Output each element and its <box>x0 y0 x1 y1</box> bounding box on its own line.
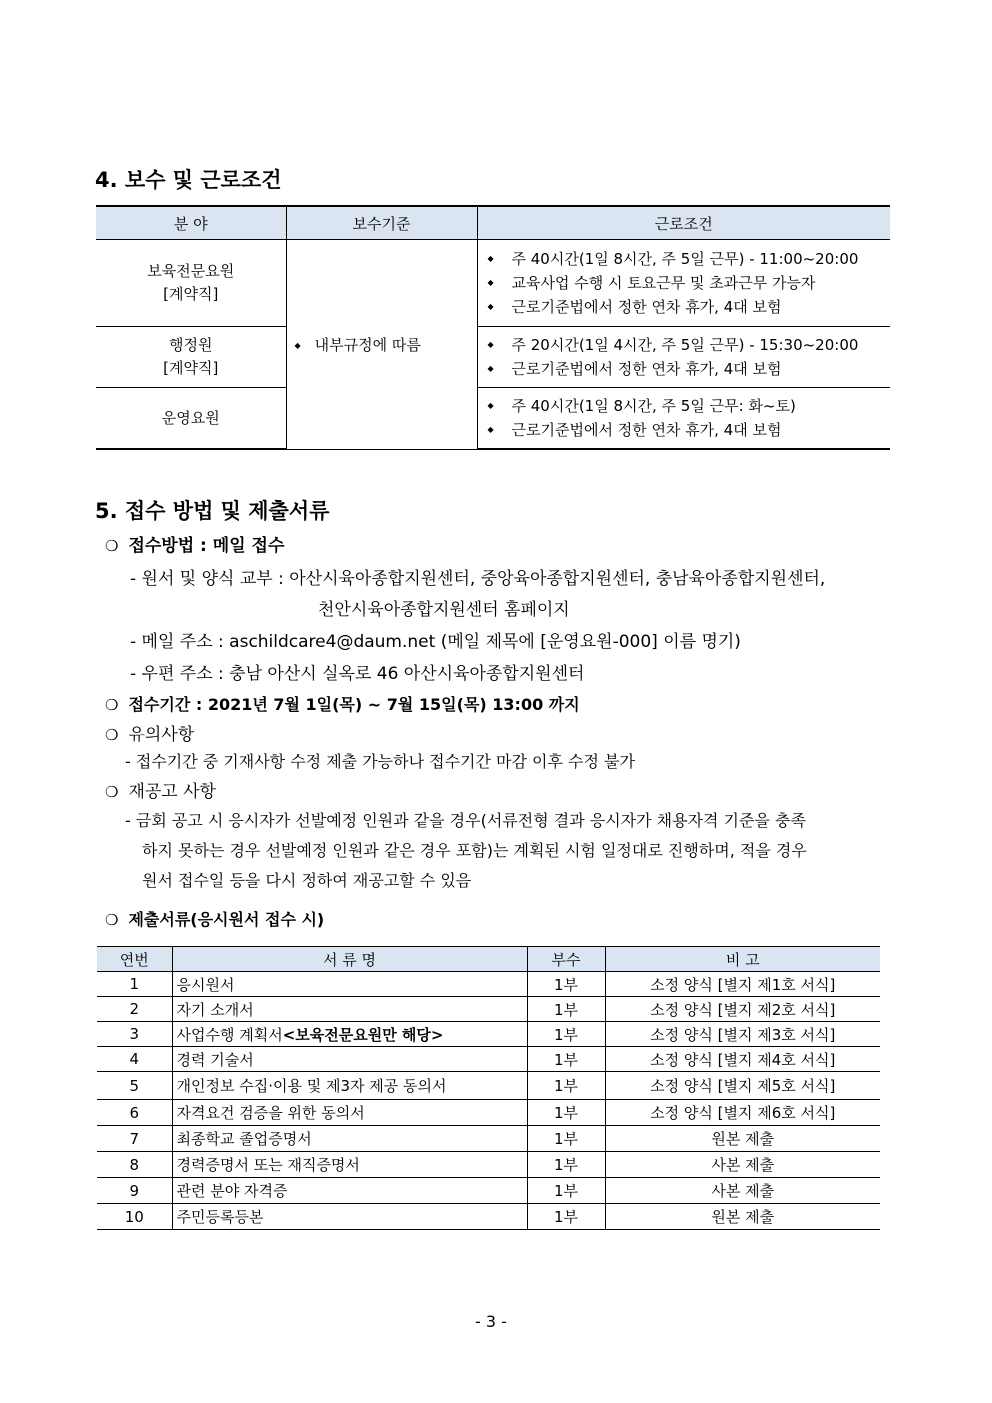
conditions-cell <box>477 388 890 450</box>
salary-text: 내부규정에 따름 <box>314 335 421 354</box>
table-row <box>97 1072 880 1100</box>
diamond-bullet-icon: ◆ <box>294 340 301 350</box>
field-cell <box>96 388 286 450</box>
table-row <box>97 1152 880 1178</box>
doc-name-text: 경력 기술서 <box>176 1050 254 1069</box>
doc-no: 8 <box>97 1152 172 1178</box>
doc-note: 소정 양식 [별지 제6호 서식] <box>605 1100 880 1126</box>
field-name: 보육전문요원 <box>147 262 235 280</box>
condition-item: ◆ 주 40시간(1일 8시간, 주 5일 근무: 화~토) <box>488 394 891 418</box>
doc-no: 9 <box>97 1178 172 1204</box>
doc-name-text: 자격요건 검증을 위한 동의서 <box>176 1104 365 1122</box>
table-row <box>96 388 890 450</box>
doc-count: 1부 <box>527 1022 605 1047</box>
header-salary: 보수기준 <box>286 206 477 240</box>
circle-bullet-icon: ❍ <box>105 696 119 714</box>
doc-name-text: 주민등록등본 <box>176 1208 264 1226</box>
table-row <box>97 1204 880 1230</box>
doc-no: 3 <box>97 1022 172 1047</box>
circle-bullet-icon: ❍ <box>105 537 119 555</box>
notice-text: - 접수기간 중 기재사항 수정 제출 가능하나 접수기간 마감 이후 수정 불가 <box>125 752 635 771</box>
doc-name-note: <보육전문요원만 해당> <box>282 1025 444 1044</box>
form-distribution-cont: 천안시육아종합지원센터 홈페이지 <box>318 600 570 620</box>
doc-name-text: 개인정보 수집·이용 및 제3자 제공 동의서 <box>176 1077 447 1095</box>
doc-name-text: 응시원서 <box>176 975 235 994</box>
circle-bullet-icon: ❍ <box>105 783 119 801</box>
repost-title: 재공고 사항 <box>128 782 216 802</box>
field-type: [계약직] <box>163 359 219 377</box>
condition-item: ◆ 근로기준법에서 정한 연차 휴가, 4대 보험 <box>488 295 891 319</box>
repost-line <box>105 777 216 802</box>
doc-name <box>172 1126 527 1152</box>
doc-name <box>172 972 527 997</box>
field-type: [계약직] <box>163 285 219 303</box>
table-row <box>97 972 880 997</box>
email-address: - 메일 주소 : aschildcare4@daum.net (메일 제목에 [운영요원-000] 이름 명기) <box>130 632 741 652</box>
condition-item: ◆ 교육사업 수행 시 토요근무 및 초과근무 가능자 <box>488 271 891 295</box>
doc-count: 1부 <box>527 997 605 1022</box>
doc-no: 7 <box>97 1126 172 1152</box>
repost-text-1: - 금회 공고 시 응시자가 선발예정 인원과 같을 경우(서류전형 결과 응시자가 채용자격 기준을 충족 <box>125 811 806 830</box>
doc-note: 소정 양식 [별지 제4호 서식] <box>605 1047 880 1072</box>
header-name: 서 류 명 <box>172 947 527 972</box>
doc-name-text: 사업수행 계획서 <box>176 1025 283 1044</box>
table-row <box>97 1022 880 1047</box>
doc-name <box>172 1178 527 1204</box>
doc-name <box>172 1072 527 1100</box>
field-cell <box>96 240 286 327</box>
doc-no: 1 <box>97 972 172 997</box>
doc-note: 소정 양식 [별지 제1호 서식] <box>605 972 880 997</box>
conditions-cell <box>477 240 890 327</box>
form-distribution: - 원서 및 양식 교부 : 아산시육아종합지원센터, 중앙육아종합지원센터, 충남육아종합지원센터, <box>130 569 826 589</box>
doc-note: 소정 양식 [별지 제3호 서식] <box>605 1022 880 1047</box>
table-row <box>97 1100 880 1126</box>
doc-no: 10 <box>97 1204 172 1230</box>
doc-name <box>172 1022 527 1047</box>
doc-no: 2 <box>97 997 172 1022</box>
documents-body <box>97 972 880 1230</box>
header-conditions: 근로조건 <box>477 206 890 240</box>
doc-count: 1부 <box>527 1072 605 1100</box>
conditions-cell <box>477 327 890 388</box>
header-note: 비 고 <box>605 947 880 972</box>
method-title: 접수방법 : 메일 접수 <box>128 536 285 556</box>
doc-name <box>172 997 527 1022</box>
doc-name <box>172 1152 527 1178</box>
doc-note: 원본 제출 <box>605 1126 880 1152</box>
header-count: 부수 <box>527 947 605 972</box>
table-header-row <box>96 206 890 240</box>
table-row <box>97 1178 880 1204</box>
section-5-title: 5. 접수 방법 및 제출서류 <box>95 499 330 523</box>
doc-count: 1부 <box>527 1152 605 1178</box>
circle-bullet-icon: ❍ <box>105 911 119 929</box>
documents-table <box>97 946 880 1230</box>
repost-text-3: 원서 접수일 등을 다시 정하여 재공고할 수 있음 <box>142 871 472 890</box>
table-header-row <box>97 947 880 972</box>
table-row <box>97 997 880 1022</box>
method-line <box>105 531 284 556</box>
doc-note: 사본 제출 <box>605 1152 880 1178</box>
table-row <box>97 1047 880 1072</box>
doc-name-text: 최종학교 졸업증명서 <box>176 1130 312 1148</box>
condition-item: ◆ 주 40시간(1일 8시간, 주 5일 근무) - 11:00~20:00 <box>488 247 891 271</box>
doc-note: 사본 제출 <box>605 1178 880 1204</box>
doc-note: 소정 양식 [별지 제5호 서식] <box>605 1072 880 1100</box>
notice-line <box>105 720 194 745</box>
field-name: 운영요원 <box>161 408 220 427</box>
table-row <box>96 240 890 327</box>
doc-name <box>172 1047 527 1072</box>
doc-name <box>172 1204 527 1230</box>
doc-no: 4 <box>97 1047 172 1072</box>
salary-conditions-table <box>96 205 890 450</box>
doc-no: 5 <box>97 1072 172 1100</box>
table-row <box>97 1126 880 1152</box>
post-address: - 우편 주소 : 충남 아산시 실옥로 46 아산시육아종합지원센터 <box>130 664 585 684</box>
doc-count: 1부 <box>527 1126 605 1152</box>
doc-name-text: 관련 분야 자격증 <box>176 1182 288 1200</box>
doc-no: 6 <box>97 1100 172 1126</box>
table-row <box>96 327 890 388</box>
doc-name <box>172 1100 527 1126</box>
doc-count: 1부 <box>527 1047 605 1072</box>
doc-note: 원본 제출 <box>605 1204 880 1230</box>
circle-bullet-icon: ❍ <box>105 726 119 744</box>
period-line <box>105 692 580 715</box>
doc-note: 소정 양식 [별지 제2호 서식] <box>605 997 880 1022</box>
docs-line <box>105 907 324 930</box>
doc-name-text: 자기 소개서 <box>176 1000 254 1019</box>
page-number: - 3 - <box>475 1312 507 1331</box>
repost-text-2: 하지 못하는 경우 선발예정 인원과 같은 경우 포함)는 계획된 시험 일정대로 진행하며, 적을 경우 <box>142 841 807 860</box>
header-no: 연번 <box>97 947 172 972</box>
period-text: 접수기간 : 2021년 7월 1일(목) ~ 7월 15일(목) 13:00 까지 <box>128 695 580 714</box>
notice-title: 유의사항 <box>128 725 195 745</box>
salary-cell <box>286 240 477 450</box>
doc-name-text: 경력증명서 또는 재직증명서 <box>176 1156 360 1174</box>
doc-count: 1부 <box>527 1178 605 1204</box>
section-4-title: 4. 보수 및 근로조건 <box>95 168 282 192</box>
condition-item: ◆ 근로기준법에서 정한 연차 휴가, 4대 보험 <box>488 418 891 442</box>
field-cell <box>96 327 286 388</box>
field-name: 행정원 <box>169 336 213 354</box>
header-field: 분 야 <box>96 206 286 240</box>
condition-item: ◆ 근로기준법에서 정한 연차 휴가, 4대 보험 <box>488 357 891 381</box>
doc-count: 1부 <box>527 972 605 997</box>
condition-item: ◆ 주 20시간(1일 4시간, 주 5일 근무) - 15:30~20:00 <box>488 333 891 357</box>
doc-count: 1부 <box>527 1204 605 1230</box>
doc-count: 1부 <box>527 1100 605 1126</box>
docs-title: 제출서류(응시원서 접수 시) <box>128 910 325 929</box>
